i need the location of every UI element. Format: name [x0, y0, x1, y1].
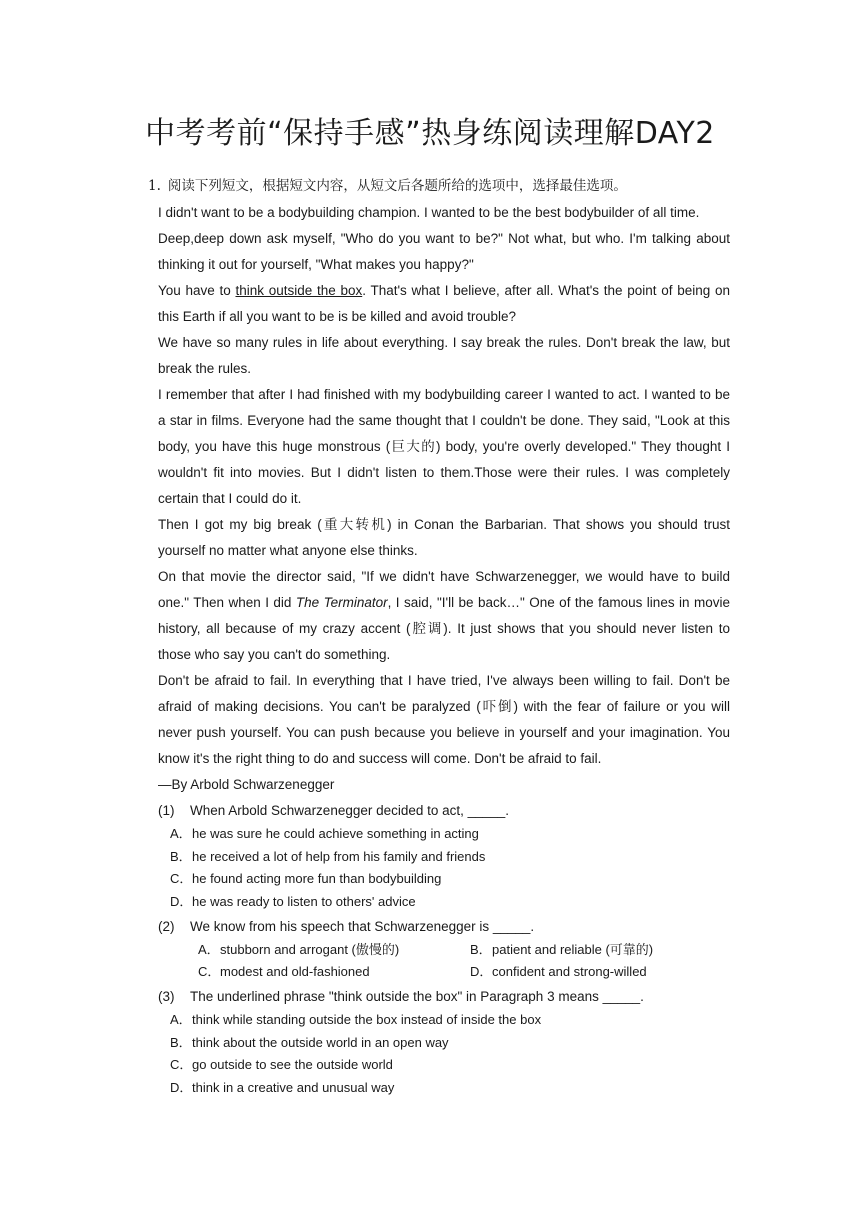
option-text: think in a creative and unusual way [192, 1079, 395, 1095]
option-c [170, 1054, 730, 1077]
movie-title: The Terminator [295, 595, 388, 610]
option-letter: B． [170, 1034, 192, 1050]
option-text: he received a lot of help from his family and friends [192, 848, 486, 864]
options-1 [148, 823, 730, 914]
document-body [148, 175, 730, 1100]
option-text: stubborn and arrogant (傲慢的) [220, 941, 400, 957]
question-stem: When Arbold Schwarzenegger decided to act, _____. [190, 803, 509, 818]
paragraph-4: We have so many rules in life about everything. I say break the rules. Don't break the law, but break the rules. [158, 335, 730, 376]
option-letter: D． [170, 1079, 193, 1095]
option-text: go outside to see the outside world [192, 1057, 393, 1073]
option-text: think about the outside world in an open way [192, 1034, 449, 1050]
instruction [148, 175, 730, 197]
option-c [198, 961, 470, 984]
option-letter: B． [470, 941, 492, 957]
page-title: 中考考前“保持手感”热身练阅读理解DAY2 [145, 116, 715, 151]
option-d [170, 1077, 730, 1100]
instruction-text: 阅读下列短文，根据短文内容，从短文后各题所给的选项中，选择最佳选项。 [167, 178, 627, 194]
option-letter: A． [170, 1011, 192, 1027]
paragraph-8: Don't be afraid to fail. In everything that I have tried, I've always been willing to fail. Don't be afraid of making decisions. You can't be paralyzed (吓倒) with the fear of failure or you will never push yourself. You can push because you believe in yourself and your imagination. You know it's the right thing to do and success will come. Don't be afraid to fail. [158, 673, 730, 766]
option-letter: C． [170, 871, 193, 887]
option-letter: C． [198, 964, 221, 980]
option-b [170, 1032, 730, 1055]
option-d [170, 891, 730, 914]
question-number: (2) [158, 918, 175, 934]
option-text: think while standing outside the box instead of inside the box [192, 1011, 542, 1027]
paragraph-7-end: , I said, "I'll be back…" One of the famous lines in movie history, all because of my crazy accent (腔调). It just shows that you should never listen to those who say you can't do something. [158, 595, 730, 662]
paragraph-5: I remember that after I had finished with my bodybuilding career I wanted to act. I wanted to be a star in films. Everyone had the same thought that I couldn't be done. They said, "Look at this body, you have this huge monstrous (巨大的) body, you're overly developed." They thought I wouldn't fit into movies. But I didn't listen to them.Those were their rules. I was completely certain that I could do it. [158, 387, 730, 506]
option-text: modest and old-fashioned [220, 964, 370, 980]
question-1 [148, 799, 730, 823]
question-stem: The underlined phrase "think outside the box" in Paragraph 3 means _____. [190, 988, 644, 1004]
question-number: (3) [158, 988, 175, 1004]
paragraph-1: I didn't want to be a bodybuilding champion. I wanted to be the best bodybuilder of all time. [158, 205, 700, 220]
question-number: (1) [158, 803, 175, 818]
underlined-phrase: think outside the box [235, 283, 363, 298]
paragraph-3-start: You have to [158, 283, 236, 298]
byline: —By Arbold Schwarzenegger [158, 777, 335, 792]
paragraph-3 [158, 278, 730, 330]
paragraph-7 [158, 564, 730, 668]
paragraph-3-end: . That's what I believe, after all. What's the point of being on this Earth if all you want to be is be killed and avoid trouble? [158, 283, 730, 324]
option-letter: B． [170, 848, 192, 864]
option-a [170, 823, 730, 846]
option-text: he was sure he could achieve something in acting [192, 826, 479, 841]
option-d [470, 961, 730, 984]
options-2 [148, 939, 730, 984]
option-text: patient and reliable (可靠的) [492, 941, 654, 957]
option-letter: A． [170, 826, 192, 841]
option-c [170, 868, 730, 891]
option-text: he found acting more fun than bodybuilding [192, 871, 442, 887]
question-2 [148, 915, 730, 939]
question-3 [148, 985, 730, 1009]
option-b [170, 846, 730, 869]
paragraph-6: Then I got my big break (重大转机) in Conan the Barbarian. That shows you should trust yourself no matter what anyone else thinks. [158, 517, 730, 558]
option-letter: D． [470, 964, 493, 980]
option-a [198, 939, 470, 962]
option-letter: D． [170, 894, 193, 910]
option-text: he was ready to listen to others' advice [192, 894, 416, 910]
question-stem: We know from his speech that Schwarzenegger is _____. [190, 918, 535, 934]
question-number: 1. [148, 178, 161, 194]
option-b [470, 939, 730, 962]
paragraph-7-start: On that movie the director said, "If we didn't have Schwarzenegger, we would have to build one." Then when I did [158, 569, 730, 610]
option-a [170, 1009, 730, 1032]
paragraph-2: Deep,deep down ask myself, "Who do you want to be?" Not what, but who. I'm talking about thinking it out for yourself, "What makes you happy?" [158, 231, 730, 272]
option-letter: A． [198, 941, 220, 957]
option-letter: C． [170, 1057, 193, 1073]
option-text: confident and strong-willed [492, 964, 647, 980]
reading-passage [148, 200, 730, 798]
options-3 [148, 1009, 730, 1100]
